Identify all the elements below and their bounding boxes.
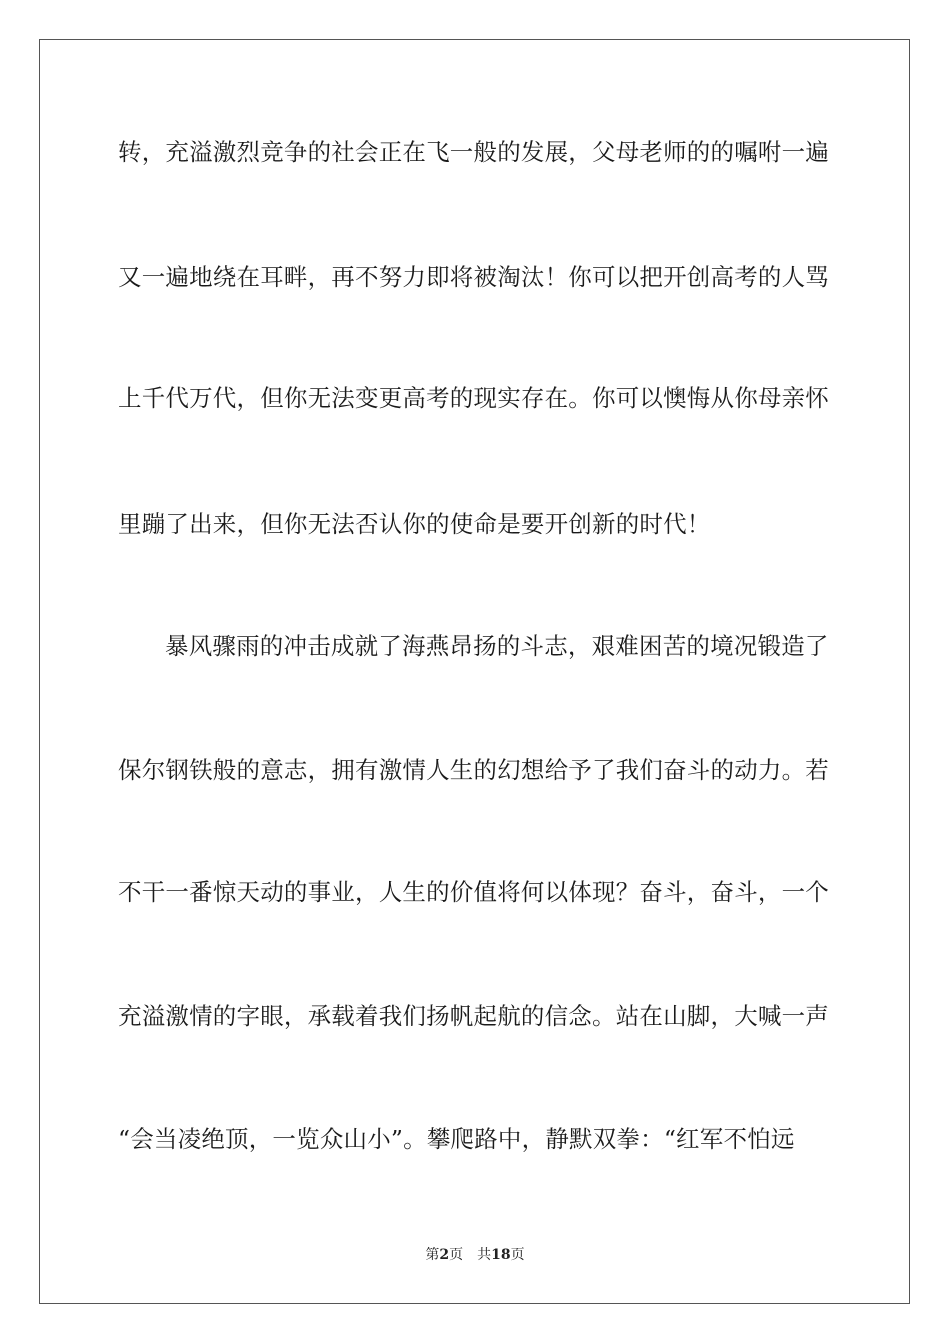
text-line-5: 暴风骤雨的冲击成就了海燕昂扬的斗志，艰难困苦的境况锻造了 [165, 632, 829, 660]
page-border [39, 39, 910, 1304]
text-line-4: 里蹦了出来，但你无法否认你的使命是要开创新的时代！ [118, 510, 711, 538]
text-line-9: “会当凌绝顶，一览众山小”。攀爬路中，静默双拳：“红军不怕远 [118, 1125, 795, 1153]
page-label-prefix: 第 [425, 1247, 440, 1263]
total-pages: 18 [491, 1247, 511, 1263]
page-footer [0, 1246, 950, 1264]
text-line-2: 又一遍地绕在耳畔，再不努力即将被淘汰！你可以把开创高考的人骂 [118, 263, 829, 291]
total-label-prefix: 共 [477, 1247, 492, 1263]
text-line-7: 不干一番惊天动的事业，人生的价值将何以体现？奋斗，奋斗，一个 [118, 878, 829, 906]
text-line-3: 上千代万代，但你无法变更高考的现实存在。你可以懊悔从你母亲怀 [118, 384, 829, 412]
text-line-1: 转，充溢激烈竞争的社会正在飞一般的发展，父母老师的的嘱咐一遍 [118, 138, 829, 166]
total-label-suffix: 页 [510, 1247, 525, 1263]
page-number: 2 [439, 1247, 450, 1263]
text-line-6: 保尔钢铁般的意志，拥有激情人生的幻想给予了我们奋斗的动力。若 [118, 756, 829, 784]
text-line-8: 充溢激情的字眼，承载着我们扬帆起航的信念。站在山脚，大喊一声 [118, 1002, 829, 1030]
page-label-suffix: 页 [449, 1247, 464, 1263]
